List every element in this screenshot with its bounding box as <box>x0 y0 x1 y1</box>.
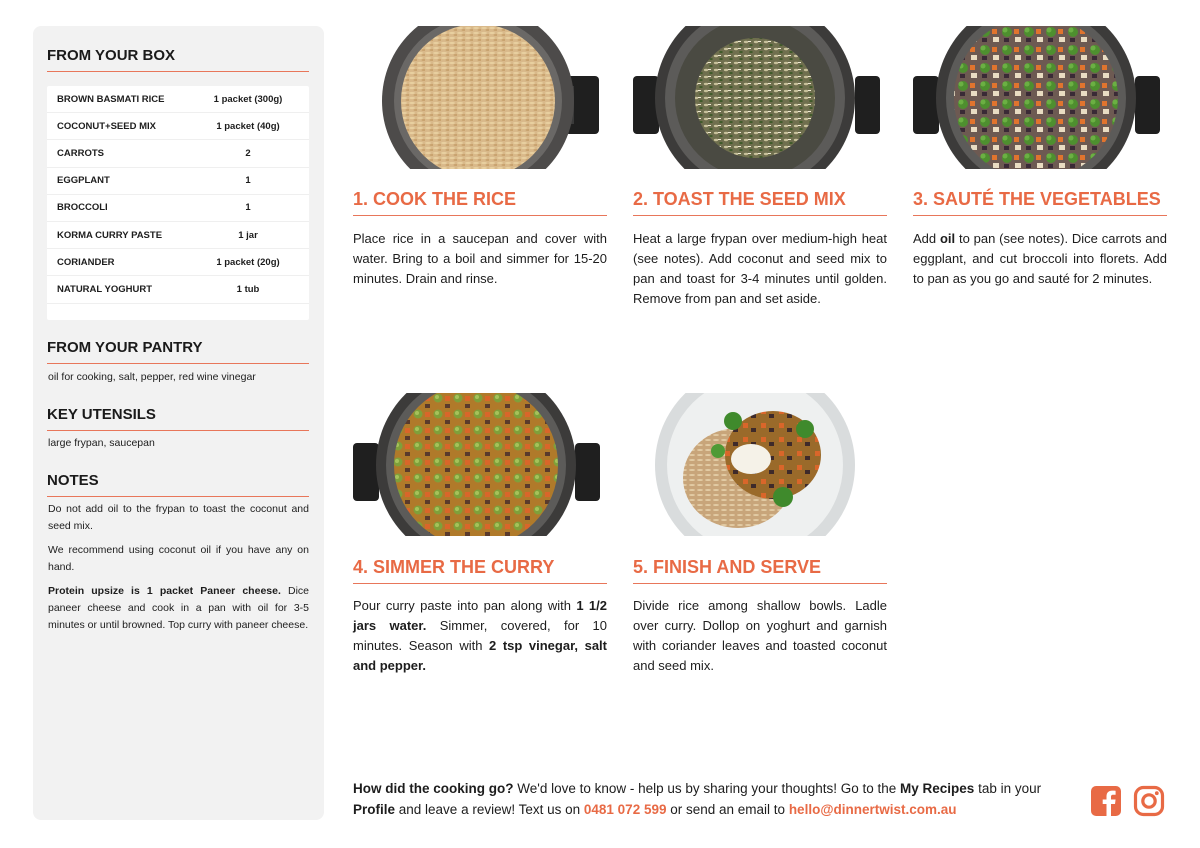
from-your-pantry-title: FROM YOUR PANTRY <box>47 339 309 364</box>
ingredient-qty: 1 packet (20g) <box>216 256 280 268</box>
step-5-title: 5. FINISH AND SERVE <box>633 557 887 584</box>
step-text-bold: 1 1/2 jars water. <box>353 598 607 633</box>
step-3-body <box>913 229 1167 289</box>
step-text-bold: 2 tsp vinegar, salt and pepper. <box>353 638 607 673</box>
ingredient-row <box>47 195 309 222</box>
ingredient-name: NATURAL YOGHURT <box>57 283 152 295</box>
footer-text-2: tab in your <box>974 781 1042 796</box>
from-your-box-title: FROM YOUR BOX <box>47 47 309 72</box>
phone-link[interactable]: 0481 072 599 <box>583 802 667 817</box>
ingredient-name: CORIANDER <box>57 256 115 268</box>
from-your-box-table <box>47 86 309 320</box>
step-3-photo <box>913 26 1160 169</box>
ingredient-qty: 1 <box>245 175 251 187</box>
note-protein-upsize <box>48 583 309 634</box>
ingredient-qty: 1 jar <box>238 229 258 241</box>
instagram-icon[interactable] <box>1133 785 1165 817</box>
ingredient-qty: 2 <box>245 147 251 159</box>
step-2-photo <box>633 26 880 169</box>
step-text: Place rice in a saucepan and cover with water. Bring to a boil and simmer for 15-20 minutes. Drain and rinse. <box>353 231 607 286</box>
step-text: Pour curry paste into pan along with <box>353 598 577 613</box>
step-text: Add <box>913 231 940 246</box>
ingredient-name: EGGPLANT <box>57 175 110 187</box>
step-2-body <box>633 229 887 309</box>
note-protein-bold: Protein upsize is 1 packet Paneer cheese. <box>48 585 281 597</box>
step-1-body <box>353 229 607 289</box>
step-text: Divide rice among shallow bowls. Ladle over curry. Dollop on yoghurt and garnish with coriander leaves and toasted coconut and seed mix. <box>633 598 887 673</box>
key-utensils-title: KEY UTENSILS <box>47 406 309 431</box>
ingredient-qty: 1 packet (40g) <box>216 120 280 132</box>
ingredient-row <box>47 249 309 276</box>
ingredients-sidebar <box>33 26 324 820</box>
notes-title: NOTES <box>47 472 309 497</box>
step-2-title: 2. TOAST THE SEED MIX <box>633 189 887 216</box>
ingredient-name: BROWN BASMATI RICE <box>57 93 165 105</box>
pantry-text: oil for cooking, salt, pepper, red wine vinegar <box>48 371 256 383</box>
feedback-question: How did the cooking go? <box>353 781 514 796</box>
ingredient-qty: 1 <box>245 202 251 214</box>
ingredient-row <box>47 276 309 303</box>
feedback-footer <box>353 778 1073 820</box>
facebook-icon[interactable] <box>1090 785 1122 817</box>
ingredient-row <box>47 86 309 113</box>
ingredient-name: COCONUT+SEED MIX <box>57 120 156 132</box>
ingredient-name: KORMA CURRY PASTE <box>57 229 163 241</box>
step-4-body <box>353 596 607 676</box>
step-text: Heat a large frypan over medium-high heat (see notes). Add coconut and seed mix to pan and toast for 3-4 minutes until golden. Remove from pan and set aside. <box>633 231 887 306</box>
ingredient-row <box>47 222 309 249</box>
step-1-photo <box>353 26 600 169</box>
step-4-photo <box>353 393 600 536</box>
step-5-body <box>633 596 887 676</box>
footer-text-4: or send an email to <box>666 802 789 817</box>
ingredient-row <box>47 140 309 167</box>
ingredient-name: CARROTS <box>57 147 104 159</box>
ingredient-row <box>47 113 309 140</box>
step-text-bold: oil <box>939 231 956 246</box>
step-3-title: 3. SAUTÉ THE VEGETABLES <box>913 189 1167 216</box>
email-link[interactable]: hello@dinnertwist.com.au <box>788 802 957 817</box>
step-5-photo <box>633 393 880 536</box>
step-4-title: 4. SIMMER THE CURRY <box>353 557 607 584</box>
note-coconut-oil: We recommend using coconut oil if you have any on hand. <box>48 544 309 573</box>
ingredient-row <box>47 168 309 195</box>
utensils-text: large frypan, saucepan <box>48 437 155 449</box>
ingredient-qty: 1 packet (300g) <box>213 93 283 105</box>
note-protein-rest: Dice paneer cheese and cook in a pan with oil for 3-5 minutes or until browned. Top curry with paneer cheese. <box>48 585 309 631</box>
footer-text-3: and leave a review! Text us on <box>395 802 584 817</box>
footer-text-1: We'd love to know - help us by sharing your thoughts! Go to the <box>513 781 901 796</box>
profile-link[interactable]: Profile <box>353 802 396 817</box>
ingredient-name: BROCCOLI <box>57 202 108 214</box>
step-1-title: 1. COOK THE RICE <box>353 189 607 216</box>
step-text: Simmer, covered, for 10 minutes. Season with <box>353 618 607 653</box>
step-text: to pan (see notes). Dice carrots and eggplant, and cut broccoli into florets. Add to pan as you go and sauté for 2 minutes. <box>913 231 1167 286</box>
my-recipes-link[interactable]: My Recipes <box>900 781 975 796</box>
note-oil: Do not add oil to the frypan to toast the coconut and seed mix. <box>48 503 309 532</box>
ingredient-qty: 1 tub <box>236 283 260 295</box>
